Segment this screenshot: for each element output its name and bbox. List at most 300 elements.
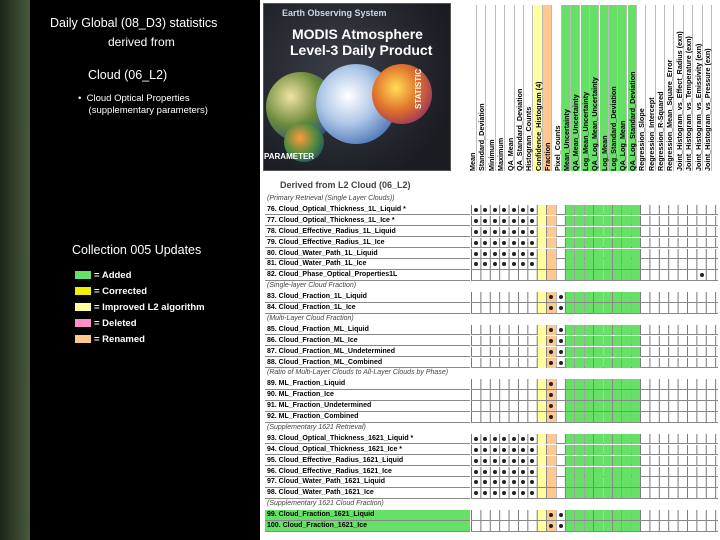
availability-dot [502,230,506,234]
cell-tint [538,249,546,259]
cell-tint [632,412,640,422]
cell-tint [538,358,546,368]
availability-dot [474,448,478,452]
cell-tint [622,445,630,455]
column-header: Regression_Intercept [647,5,656,171]
column-header: Regression_Mean_Square_Error [665,5,674,171]
cell-tint [594,227,602,237]
table-row [263,249,718,260]
availability-dot [530,470,534,474]
table-row [263,390,718,401]
column-header: Histogram_Counts [524,5,533,171]
cell-tint [585,270,593,280]
cell-tint [547,227,555,237]
column-header: QA_Log_Mean [618,5,627,171]
availability-dot [512,470,516,474]
title-line-2: derived from [108,35,175,49]
availability-dot [559,361,563,365]
column-header: Joint_Histogram_vs_Emissivity (exn) [694,5,703,171]
cell-tint [632,249,640,259]
cell-tint [585,488,593,498]
cell-tint [613,401,621,411]
cell-tint [585,325,593,335]
cell-tint [594,325,602,335]
table-row [263,270,718,281]
row-cells [471,488,718,499]
column-header-area [443,3,720,171]
parameter-name: 99. Cloud_Fraction_1621_Liquid [265,510,470,521]
availability-dot [530,448,534,452]
table-row [263,336,718,347]
cell-tint [604,205,612,215]
cell-tint [585,434,593,444]
globe-icon [372,64,432,124]
cell-tint [575,401,583,411]
cell-tint [632,358,640,368]
cell-tint [538,336,546,346]
cell-tint [604,379,612,389]
legend-label: = Added [94,269,132,281]
cell-tint [622,347,630,357]
availability-dot [493,262,497,266]
cell-tint [632,347,640,357]
legend-item [75,331,205,347]
column-header: Regression_Slope [637,5,646,171]
cell-tint [604,292,612,302]
cell-tint [538,270,546,280]
availability-dot [474,480,478,484]
parameter-name: 89. ML_Fraction_Liquid [265,379,470,390]
table-row [263,259,718,270]
legend-swatch [75,303,91,311]
row-cells [471,347,718,358]
cell-tint [613,477,621,487]
availability-dot [559,328,563,332]
cell-tint [575,488,583,498]
availability-dot [512,491,516,495]
cell-tint [632,292,640,302]
cell-tint [575,238,583,248]
row-cells [471,434,718,445]
availability-dot [530,208,534,212]
row-cells [471,521,718,532]
availability-dot [549,328,553,332]
table-row [263,358,718,369]
cell-tint [575,390,583,400]
cell-tint [622,249,630,259]
cell-tint [585,477,593,487]
availability-dot [502,219,506,223]
parameter-name: 80. Cloud_Water_Path_1L_Liquid [265,249,470,260]
section-header [263,194,718,205]
cell-tint [585,336,593,346]
parameter-name: 96. Cloud_Effective_Radius_1621_Ice [265,467,470,478]
title-line-1: Daily Global (08_D3) statistics [50,16,218,30]
column-header: Minimum [487,5,496,171]
cell-tint [594,259,602,269]
availability-dot [493,241,497,245]
table-row [263,227,718,238]
cell-tint [604,390,612,400]
cell-tint [538,488,546,498]
column-header: Fraction [543,5,552,171]
cell-tint [604,434,612,444]
availability-dot [493,219,497,223]
legend-label: = Corrected [94,285,148,297]
parameter-name: 85. Cloud_Fraction_ML_Liquid [265,325,470,336]
parameter-name: 78. Cloud_Effective_Radius_1L_Liquid [265,227,470,238]
parameter-table [260,178,720,540]
availability-dot [483,480,487,484]
legend-label: = Improved L2 algorithm [94,301,205,313]
cell-tint [632,325,640,335]
parameter-name: 97. Cloud_Water_Path_1621_Liquid [265,477,470,488]
cell-tint [575,510,583,520]
parameter-name: 83. Cloud_Fraction_1L_Liquid [265,292,470,303]
section-label: (Primary Retrieval (Single Layer Clouds)) [267,195,395,202]
cell-tint [566,347,574,357]
parameter-name: 95. Cloud_Effective_Radius_1621_Liquid [265,456,470,467]
cover-parameter-label: PARAMETER [264,152,315,161]
cell-tint [585,259,593,269]
table-row [263,488,718,499]
availability-dot [474,252,478,256]
parameter-name: 98. Cloud_Water_Path_1621_Ice [265,488,470,499]
row-cells [471,456,718,467]
parameter-name: 81. Cloud_Water_Path_1L_Ice [265,259,470,270]
cell-tint [566,477,574,487]
cell-tint [613,325,621,335]
availability-dot [502,491,506,495]
availability-dot [530,252,534,256]
availability-dot [549,339,553,343]
cell-tint [622,521,630,531]
availability-dot [521,437,525,441]
row-cells [471,314,718,325]
availability-dot [483,230,487,234]
cell-tint [594,477,602,487]
table-row [263,401,718,412]
cell-tint [538,477,546,487]
cell-tint [566,238,574,248]
cell-tint [613,521,621,531]
availability-dot [474,230,478,234]
cell-tint [538,467,546,477]
cell-tint [575,336,583,346]
cell-tint [622,292,630,302]
cell-tint [575,227,583,237]
table-row [263,303,718,314]
parameter-name: 92. ML_Fraction_Combined [265,412,470,423]
cell-tint [575,325,583,335]
row-cells [471,249,718,260]
row-cells [471,194,718,205]
availability-dot [493,470,497,474]
row-cells [471,238,718,249]
cell-tint [538,259,546,269]
availability-dot [512,241,516,245]
row-cells [471,358,718,369]
cell-tint [575,521,583,531]
cell-tint [613,205,621,215]
cell-tint [604,467,612,477]
column-header: QA_Mean_Uncertainty [571,5,580,171]
cover-eos: Earth Observing System [282,8,387,18]
availability-dot [493,208,497,212]
cell-tint [585,379,593,389]
cell-tint [566,358,574,368]
cell-tint [622,412,630,422]
table-row [263,205,718,216]
cell-tint [604,445,612,455]
availability-dot [474,262,478,266]
availability-dot [502,480,506,484]
availability-dot [530,262,534,266]
cell-tint [538,521,546,531]
cell-tint [622,358,630,368]
legend-label: = Deleted [94,317,137,329]
availability-dot [559,306,563,310]
parameter-name: 86. Cloud_Fraction_ML_Ice [265,336,470,347]
legend-swatch [75,287,91,295]
availability-dot [521,230,525,234]
availability-dot [530,437,534,441]
availability-dot [549,350,553,354]
availability-dot [483,208,487,212]
column-header: Log_Mean_Uncertainty [581,5,590,171]
parameter-name: 79. Cloud_Effective_Radius_1L_Ice [265,238,470,249]
cell-tint [613,270,621,280]
parameter-name: 77. Cloud_Optical_Thickness_1L_Ice * [265,216,470,227]
cell-tint [547,456,555,466]
cell-tint [538,238,546,248]
cell-tint [604,401,612,411]
cell-tint [632,477,640,487]
side-strip [0,0,30,540]
section-header [263,499,718,510]
left-panel [30,0,248,540]
availability-dot [530,230,534,234]
cover-title-line-2: Level-3 Daily Product [290,42,433,58]
cell-tint [566,336,574,346]
cell-tint [613,238,621,248]
cell-tint [622,325,630,335]
cell-tint [547,205,555,215]
cell-tint [622,456,630,466]
availability-dot [521,448,525,452]
availability-dot [493,480,497,484]
cell-tint [613,249,621,259]
table-row [263,467,718,478]
bullet-cloud-optical-properties: • Cloud Optical Properties (supplementary parameters) [78,93,208,116]
cell-tint [604,325,612,335]
availability-dot [474,219,478,223]
cell-tint [632,216,640,226]
availability-dot [483,470,487,474]
cell-tint [604,477,612,487]
cell-tint [594,216,602,226]
cell-tint [538,227,546,237]
availability-dot [474,459,478,463]
availability-dot [521,262,525,266]
cell-tint [566,390,574,400]
cell-tint [632,390,640,400]
cell-tint [538,303,546,313]
cell-tint [632,227,640,237]
cell-tint [547,259,555,269]
cell-tint [632,401,640,411]
cell-tint [594,467,602,477]
cell-tint [594,434,602,444]
availability-dot [521,219,525,223]
cover-title-line-1: MODIS Atmosphere [292,26,423,42]
cell-tint [566,434,574,444]
cell-tint [594,412,602,422]
cell-tint [604,249,612,259]
cell-tint [566,259,574,269]
availability-dot [521,252,525,256]
cell-tint [604,347,612,357]
cell-tint [566,467,574,477]
row-cells [471,401,718,412]
cell-tint [585,412,593,422]
subtitle-cloud: Cloud (06_L2) [88,68,168,82]
row-cells [471,368,718,379]
column-header: Log_Mean [600,5,609,171]
availability-dot [483,448,487,452]
table-row [263,510,718,521]
legend-item [75,267,205,283]
row-cells [471,390,718,401]
cell-tint [585,510,593,520]
cell-tint [566,325,574,335]
availability-dot [521,208,525,212]
cell-tint [547,467,555,477]
legend-swatch [75,319,91,327]
cell-tint [632,336,640,346]
cell-tint [622,259,630,269]
availability-dot [512,480,516,484]
cell-tint [594,390,602,400]
cell-tint [622,434,630,444]
section-label: (Supplementary 1621 Cloud Fraction) [267,500,384,508]
section-header [263,314,718,325]
cell-tint [622,488,630,498]
availability-dot [493,437,497,441]
cell-tint [566,270,574,280]
availability-dot [700,273,704,277]
cell-tint [585,358,593,368]
availability-dot [483,437,487,441]
availability-dot [512,448,516,452]
availability-dot [474,437,478,441]
cell-tint [585,249,593,259]
cell-tint [594,510,602,520]
cell-tint [613,216,621,226]
cell-tint [613,358,621,368]
cell-tint [594,456,602,466]
cell-tint [547,488,555,498]
cell-tint [613,390,621,400]
derived-title: Derived from L2 Cloud (06_L2) [280,180,411,190]
cell-tint [594,336,602,346]
availability-dot [559,339,563,343]
legend-label: = Renamed [94,333,145,345]
cell-tint [585,292,593,302]
cell-tint [585,401,593,411]
row-cells [471,227,718,238]
parameter-name: 84. Cloud_Fraction_1L_Ice [265,303,470,314]
availability-dot [530,219,534,223]
cell-tint [604,303,612,313]
row-cells [471,281,718,292]
availability-dot [493,252,497,256]
availability-dot [474,470,478,474]
table-row [263,521,718,532]
cell-tint [594,401,602,411]
cell-tint [622,205,630,215]
availability-dot [474,491,478,495]
row-cells [471,412,718,423]
availability-dot [512,459,516,463]
cell-tint [566,445,574,455]
availability-dot [559,295,563,299]
cell-tint [538,216,546,226]
cell-tint [547,434,555,444]
column-header: Regression_R-Squared [656,5,665,171]
cell-tint [566,205,574,215]
availability-dot [512,219,516,223]
cell-tint [547,216,555,226]
availability-dot [521,470,525,474]
cell-tint [622,467,630,477]
cell-tint [604,216,612,226]
section-header [263,423,718,434]
table-row [263,456,718,467]
section-label: (Single-layer Cloud Fraction) [267,282,357,290]
cell-tint [585,238,593,248]
availability-dot [493,459,497,463]
cell-tint [538,510,546,520]
parameter-name: 87. Cloud_Fraction_ML_Undetermined [265,347,470,358]
cell-tint [585,521,593,531]
cell-tint [632,467,640,477]
column-header: Joint_Histogram_vs_Effect_Radius (exn) [675,5,684,171]
cell-tint [566,227,574,237]
availability-dot [483,252,487,256]
cell-tint [594,358,602,368]
availability-dot [502,208,506,212]
availability-dot [493,230,497,234]
cell-tint [622,303,630,313]
cell-tint [632,379,640,389]
cell-tint [566,303,574,313]
availability-dot [493,448,497,452]
cell-tint [538,347,546,357]
availability-dot [530,491,534,495]
cell-tint [538,205,546,215]
column-header: Log_Standard_Deviation [609,5,618,171]
cell-tint [632,510,640,520]
collection-title: Collection 005 Updates [72,243,202,257]
cell-tint [575,358,583,368]
availability-dot [483,262,487,266]
cell-tint [632,238,640,248]
cell-tint [613,259,621,269]
cell-tint [566,292,574,302]
availability-dot [512,262,516,266]
parameter-name: 100. Cloud_Fraction_1621_Ice [265,521,470,532]
